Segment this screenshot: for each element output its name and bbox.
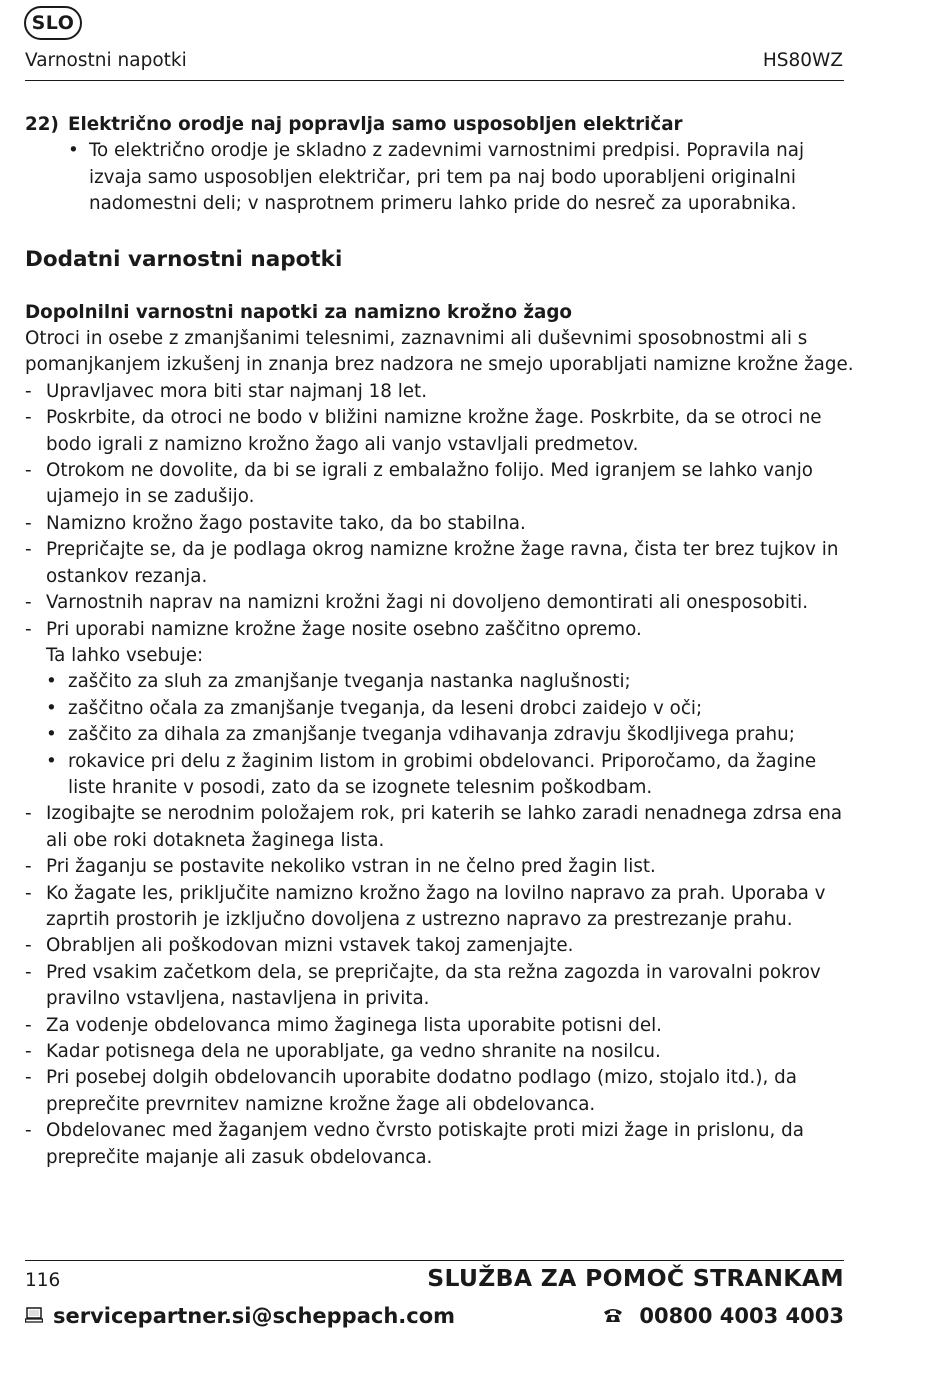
- list-item-text: Kadar potisnega dela ne uporabljate, ga vedno shranite na nosilcu.: [46, 1041, 661, 1062]
- list-item: [25, 458, 855, 511]
- section-22-text: To električno orodje je skladno z zadevnimi varnostnimi predpisi. Popravila naj izvaja samo usposobljen električar, pri tem pa naj bodo uporabljeni originalni nadomestni deli; v nasprotnem primeru lahko pride do nesreč za uporabnika.: [89, 140, 805, 215]
- list-item: [25, 1065, 855, 1118]
- section-22-heading: [25, 112, 855, 138]
- dash-marker: -: [25, 803, 32, 825]
- section-number: 22): [25, 114, 59, 135]
- list-item: [25, 801, 855, 854]
- section-title: Električno orodje naj popravlja samo usposobljen električar: [68, 114, 683, 135]
- list-item-text: Poskrbite, da otroci ne bodo v bližini namizne krožne žage. Poskrbite, da se otroci ne bodo igrali z namizno krožno žago ali vanjo vstavljali predmetov.: [46, 407, 822, 455]
- safety-list-before: [25, 379, 855, 643]
- list-item: [25, 405, 855, 458]
- main-content: [25, 112, 855, 1171]
- dash-marker: -: [25, 407, 32, 429]
- ppe-intro: Ta lahko vsebuje:: [46, 644, 204, 666]
- header-divider: [25, 80, 844, 81]
- ppe-item: [25, 749, 855, 802]
- list-item-text: Pri posebej dolgih obdelovancih uporabite dodatno podlago (mizo, stojalo itd.), da preprečite prevrnitev namizne krožne žage ali obdelovanca.: [46, 1067, 797, 1115]
- bullet-marker: •: [46, 750, 57, 772]
- dash-marker: -: [25, 512, 32, 534]
- list-item: [25, 960, 855, 1013]
- dash-marker: -: [25, 1014, 32, 1036]
- ppe-item-text: zaščito za dihala za zmanjšanje tveganja vdihavanja zdravju škodljivega prahu;: [68, 724, 795, 746]
- list-item-text: Izogibajte se nerodnim položajem rok, pri katerih se lahko zaradi nenadnega zdrsa ena ali obe roki dotakneta žaginega lista.: [46, 803, 843, 851]
- list-item-text: Namizno krožno žago postavite tako, da bo stabilna.: [46, 512, 526, 534]
- additional-heading: Dodatni varnostni napotki: [25, 246, 343, 272]
- list-item-text: Pri žaganju se postavite nekoliko vstran in ne čelno pred žagin list.: [46, 856, 656, 878]
- ppe-item: [25, 696, 855, 722]
- phone-number[interactable]: 00800 4003 4003: [639, 1304, 844, 1328]
- service-title: SLUŽBA ZA POMOČ STRANKAM: [427, 1264, 844, 1292]
- bullet-marker: •: [46, 671, 57, 693]
- dash-marker: -: [25, 460, 32, 482]
- language-badge: SLO: [24, 6, 82, 40]
- list-item: [25, 881, 855, 934]
- ppe-item: [25, 722, 855, 748]
- list-item: [25, 379, 855, 405]
- ppe-item: [25, 669, 855, 695]
- list-item: [25, 1118, 855, 1171]
- list-item: [25, 590, 855, 616]
- header-model: HS80WZ: [762, 50, 843, 71]
- computer-icon: [25, 1304, 43, 1328]
- dash-marker: -: [25, 592, 32, 614]
- dash-marker: -: [25, 856, 32, 878]
- list-item-text: Ko žagate les, priključite namizno krožno žago na lovilno napravo za prah. Uporaba v zaprtih prostorih je izključno dovoljena z ustrezno napravo za prestrezanje prahu.: [46, 882, 826, 930]
- list-item: [25, 511, 855, 537]
- section-22-bullet: [25, 138, 855, 217]
- intro-paragraph: Otroci in osebe z zmanjšanimi telesnimi, zaznavnimi ali duševnimi sposobnostmi ali s pomanjkanjem izkušenj in znanja brez nadzora ne smejo uporabljati namizne krožne žage.: [25, 328, 854, 376]
- dash-marker: -: [25, 1120, 32, 1142]
- list-item-text: Upravljavec mora biti star najmanj 18 let.: [46, 380, 428, 402]
- list-item-text: Obrabljen ali poškodovan mizni vstavek takoj zamenjajte.: [46, 935, 574, 957]
- list-item: [25, 1039, 855, 1065]
- list-item-text: Obdelovanec med žaganjem vedno čvrsto potiskajte proti mizi žage in prislonu, da preprečite majanje ali zasuk obdelovanca.: [46, 1120, 804, 1168]
- list-item: [25, 537, 855, 590]
- dash-marker: -: [25, 882, 32, 904]
- list-item: [25, 1013, 855, 1039]
- phone-contact[interactable]: [603, 1304, 844, 1328]
- list-item: [25, 617, 855, 643]
- dash-marker: -: [25, 380, 32, 402]
- list-item: [25, 933, 855, 959]
- safety-list-after: [25, 801, 855, 1171]
- email-address[interactable]: servicepartner.si@scheppach.com: [53, 1304, 456, 1328]
- telephone-icon: [603, 1304, 623, 1328]
- dash-marker: -: [25, 1067, 32, 1089]
- header-section-title: Varnostni napotki: [25, 50, 187, 71]
- page-number: 116: [25, 1270, 61, 1291]
- footer-divider: [25, 1260, 844, 1261]
- subheading: Dopolnilni varnostni napotki za namizno krožno žago: [25, 301, 572, 323]
- ppe-item-text: rokavice pri delu z žaginim listom in grobimi obdelovanci. Priporočamo, da žagine liste hranite v posodi, zato da se izognete telesnim poškodbam.: [68, 750, 817, 798]
- bullet-marker: •: [46, 697, 57, 719]
- dash-marker: -: [25, 1041, 32, 1062]
- dash-marker: -: [25, 539, 32, 561]
- dash-marker: -: [25, 961, 32, 983]
- ppe-item-text: zaščitno očala za zmanjšanje tveganja, da leseni drobci zaidejo v oči;: [68, 697, 703, 719]
- list-item-text: Pri uporabi namizne krožne žage nosite osebno zaščitno opremo.: [46, 618, 642, 640]
- email-contact[interactable]: [25, 1304, 455, 1328]
- ppe-item-text: zaščito za sluh za zmanjšanje tveganja nastanka naglušnosti;: [68, 671, 631, 693]
- list-item-text: Za vodenje obdelovanca mimo žaginega lista uporabite potisni del.: [46, 1014, 662, 1036]
- list-item-text: Pred vsakim začetkom dela, se prepričajte, da sta režna zagozda in varovalni pokrov pravilno vstavljena, nastavljena in privita.: [46, 961, 821, 1010]
- bullet-marker: •: [46, 724, 57, 746]
- list-item-text: Varnostnih naprav na namizni krožni žagi ni dovoljeno demontirati ali onesposobiti.: [46, 592, 809, 614]
- bullet-marker: •: [68, 140, 79, 162]
- list-item-text: Prepričajte se, da je podlaga okrog namizne krožne žage ravna, čista ter brez tujkov in ostankov rezanja.: [46, 539, 839, 587]
- dash-marker: -: [25, 935, 32, 957]
- dash-marker: -: [25, 618, 32, 640]
- list-item: [25, 854, 855, 880]
- list-item-text: Otrokom ne dovolite, da bi se igrali z embalažno folijo. Med igranjem se lahko vanjo ujamejo in se zadušijo.: [46, 460, 813, 508]
- ppe-list: [25, 669, 855, 801]
